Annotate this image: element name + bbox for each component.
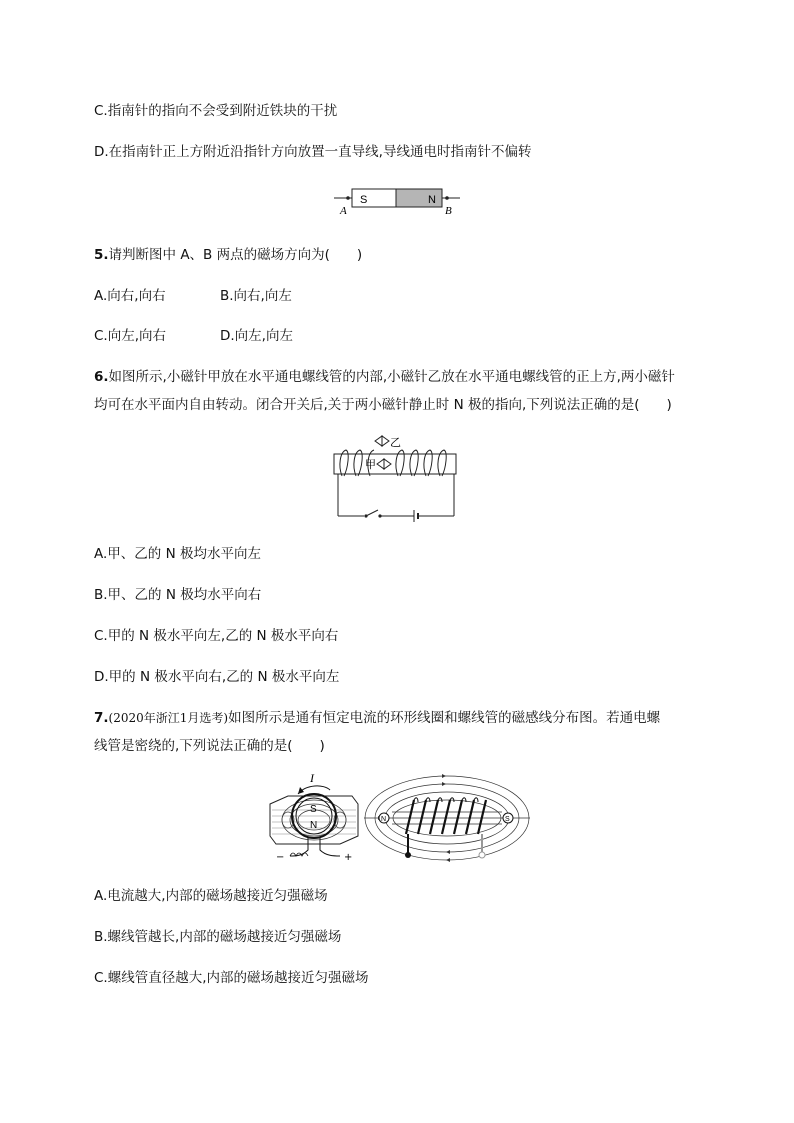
q6-option-d: D.甲的 N 极水平向右,乙的 N 极水平向左 xyxy=(94,669,340,685)
solenoid-n-marker: N xyxy=(381,816,387,823)
solenoid-circuit-figure xyxy=(328,430,464,522)
current-label: I xyxy=(310,771,314,785)
solenoid-s-marker: S xyxy=(505,816,510,823)
bar-magnet-figure xyxy=(330,186,470,216)
q6-option-a: A.甲、乙的 N 极均水平向左 xyxy=(94,546,261,562)
q5-stem xyxy=(94,245,362,265)
q7-option-a: A.电流越大,内部的磁场越接近匀强磁场 xyxy=(94,888,328,904)
q4-option-d: D.在指南针正上方附近沿指针方向放置一直导线,导线通电时指南针不偏转 xyxy=(94,144,532,160)
q6-stem-line2: 均可在水平面内自由转动。闭合开关后,关于两小磁针静止时 N 极的指向,下列说法正确的是( ) xyxy=(94,397,672,413)
ring-coil-figure xyxy=(268,770,360,866)
ring-s-label: S xyxy=(310,804,317,815)
q7-stem-line1 xyxy=(94,708,660,728)
q7-stem-line2: 线管是密绕的,下列说法正确的是( ) xyxy=(94,738,325,754)
q7-source: (2020年浙江1月选考) xyxy=(108,711,229,725)
switch xyxy=(364,510,381,518)
label-yi: 乙 xyxy=(390,436,401,449)
q7-number: 7. xyxy=(94,710,109,726)
q5-option-d: D.向左,向左 xyxy=(220,328,293,344)
q6-number: 6. xyxy=(94,369,109,385)
magnet-n-label: N xyxy=(428,194,436,206)
q7-option-b: B.螺线管越长,内部的磁场越接近匀强磁场 xyxy=(94,929,342,945)
q7-stem-text-1: 如图所示是通有恒定电流的环形线圈和螺线管的磁感线分布图。若通电螺 xyxy=(228,710,661,726)
q6-stem-text-1: 如图所示,小磁针甲放在水平通电螺线管的内部,小磁针乙放在水平通电螺线管的正上方,两小磁针 xyxy=(108,369,675,385)
q5-option-c: C.向左,向右 xyxy=(94,328,167,344)
q5-number: 5. xyxy=(94,247,109,263)
ring-n-label: N xyxy=(310,820,318,831)
q6-option-b: B.甲、乙的 N 极均水平向右 xyxy=(94,587,262,603)
magnet-s-label: S xyxy=(360,194,368,206)
q5-option-b: B.向右,向左 xyxy=(220,288,292,304)
point-b-label: B xyxy=(445,205,452,216)
q5-stem-text: 请判断图中 A、B 两点的磁场方向为( ) xyxy=(108,247,363,263)
q6-stem-line1 xyxy=(94,367,675,387)
minus-terminal: − xyxy=(276,852,285,863)
plus-terminal: + xyxy=(344,852,353,863)
q6-option-c: C.甲的 N 极水平向左,乙的 N 极水平向右 xyxy=(94,628,339,644)
q7-option-c: C.螺线管直径越大,内部的磁场越接近匀强磁场 xyxy=(94,970,369,986)
point-a-label: A xyxy=(340,205,347,216)
q4-option-c: C.指南针的指向不会受到附近铁块的干扰 xyxy=(94,103,338,119)
battery xyxy=(414,510,418,522)
solenoid-field-figure xyxy=(362,772,532,866)
q5-option-a: A.向右,向右 xyxy=(94,288,166,304)
label-jia: 甲 xyxy=(365,458,376,471)
compass-yi xyxy=(375,436,389,446)
